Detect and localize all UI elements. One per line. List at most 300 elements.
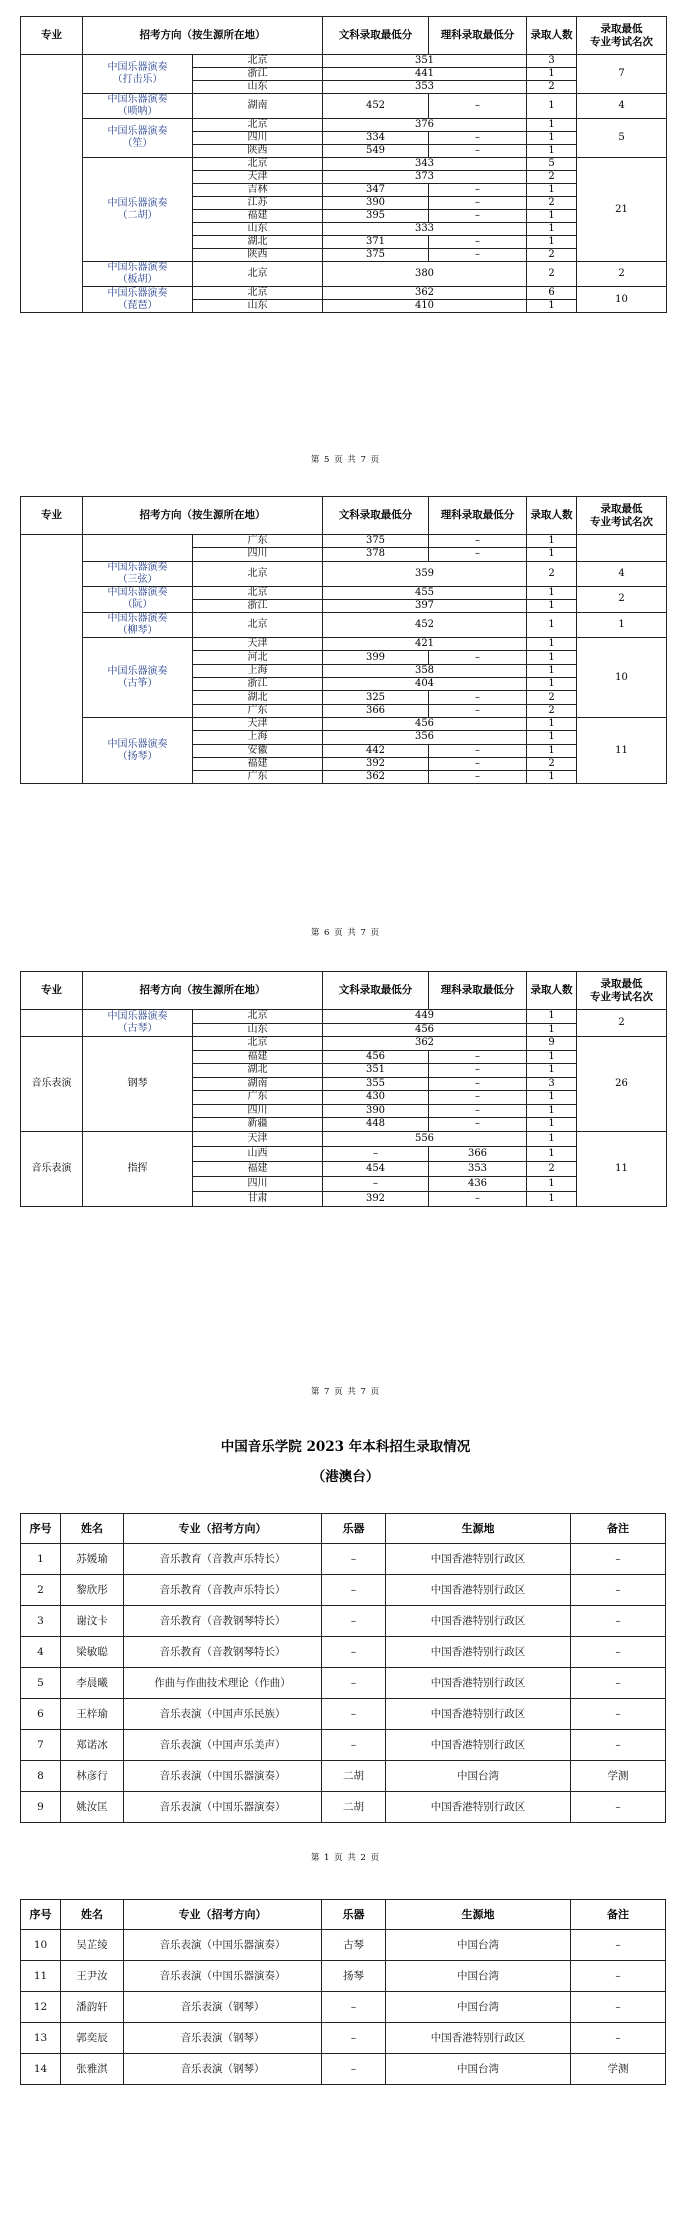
table-row — [21, 586, 667, 599]
hmt-col-header: 生源地 — [386, 1514, 571, 1544]
count-cell: 1 — [527, 651, 577, 664]
name-cell: 梁敏聪 — [61, 1637, 124, 1668]
hmt-col-header: 备注 — [571, 1900, 666, 1930]
merged-score-cell: 373 — [323, 171, 527, 184]
region-cell: 天津 — [193, 1131, 323, 1146]
rank-cell: 4 — [577, 561, 667, 586]
origin-cell: 中国香港特别行政区 — [386, 1792, 571, 1823]
region-cell: 四川 — [193, 1104, 323, 1118]
table-row — [21, 94, 667, 119]
liberal-score-cell: 395 — [323, 210, 429, 223]
liberal-score-cell: 355 — [323, 1077, 429, 1091]
page-6 — [0, 480, 691, 950]
region-cell: 浙江 — [193, 599, 323, 612]
name-cell: 林彦行 — [61, 1761, 124, 1792]
direction-line1: 中国乐器演奏 — [107, 126, 168, 137]
science-score-cell: – — [429, 145, 527, 158]
liberal-score-cell: 392 — [323, 1191, 429, 1206]
remark-cell: – — [571, 1992, 666, 2023]
rank-cell: 2 — [577, 1010, 667, 1037]
table-row — [21, 119, 667, 132]
region-cell: 上海 — [193, 731, 323, 744]
direction-cell: 指挥 — [83, 1131, 193, 1206]
science-score-cell: – — [429, 548, 527, 561]
col-header-liberal-min: 文科录取最低分 — [323, 17, 429, 55]
hmt-col-header: 序号 — [21, 1900, 61, 1930]
page-footer: 第 1 页 共 2 页 — [310, 1853, 381, 1863]
page-footer: 第 7 页 共 7 页 — [310, 1387, 381, 1397]
table-row — [21, 1037, 667, 1051]
origin-cell: 中国台湾 — [386, 1761, 571, 1792]
direction-line2: （板胡） — [117, 274, 158, 285]
table-row — [21, 1992, 666, 2023]
direction-cell — [83, 717, 193, 783]
name-cell: 张雅淇 — [61, 2054, 124, 2085]
direction-line1: 中国乐器演奏 — [107, 94, 168, 105]
major-cell — [21, 535, 83, 784]
direction-cell — [83, 287, 193, 313]
instrument-cell: – — [322, 1637, 386, 1668]
instrument-cell: 古琴 — [322, 1930, 386, 1961]
count-cell: 1 — [527, 535, 577, 548]
name-cell: 郭奕辰 — [61, 2023, 124, 2054]
liberal-score-cell: 549 — [323, 145, 429, 158]
count-cell: 1 — [527, 236, 577, 249]
region-cell: 陕西 — [193, 249, 323, 262]
seq-cell: 13 — [21, 2023, 61, 2054]
liberal-score-cell: 347 — [323, 184, 429, 197]
seq-cell: 6 — [21, 1699, 61, 1730]
count-cell: 1 — [527, 1104, 577, 1118]
region-cell: 北京 — [193, 55, 323, 68]
hmt-col-header: 乐器 — [322, 1900, 386, 1930]
region-cell: 湖北 — [193, 1064, 323, 1078]
table-row — [21, 613, 667, 638]
direction-cell — [83, 561, 193, 586]
hmt-col-header: 专业（招考方向） — [124, 1900, 322, 1930]
hmt-table-page1 — [20, 1513, 666, 1823]
major-cell: 音乐教育（音教声乐特长） — [124, 1575, 322, 1606]
seq-cell: 4 — [21, 1637, 61, 1668]
liberal-score-cell: 390 — [323, 197, 429, 210]
table-row — [21, 1637, 666, 1668]
seq-cell: 9 — [21, 1792, 61, 1823]
merged-score-cell: 333 — [323, 223, 527, 236]
science-score-cell: – — [429, 691, 527, 704]
merged-score-cell: 441 — [323, 68, 527, 81]
liberal-score-cell: 390 — [323, 1104, 429, 1118]
merged-score-cell: 404 — [323, 678, 527, 691]
direction-cell — [83, 1010, 193, 1037]
count-cell: 1 — [527, 548, 577, 561]
major-cell: 音乐表演（中国乐器演奏） — [124, 1930, 322, 1961]
merged-score-cell: 556 — [323, 1131, 527, 1146]
count-cell: 1 — [527, 1010, 577, 1024]
direction-line2: （扬琴） — [117, 750, 158, 762]
table-row — [21, 1699, 666, 1730]
hmt-page-2 — [0, 1875, 691, 2214]
name-cell: 吴芷绫 — [61, 1930, 124, 1961]
science-score-cell: – — [429, 704, 527, 717]
region-cell: 福建 — [193, 1050, 323, 1064]
merged-score-cell: 449 — [323, 1010, 527, 1024]
count-cell: 1 — [527, 678, 577, 691]
seq-cell: 1 — [21, 1544, 61, 1575]
region-cell: 湖北 — [193, 691, 323, 704]
count-cell: 1 — [527, 664, 577, 677]
count-cell: 2 — [527, 561, 577, 586]
count-cell: 1 — [527, 731, 577, 744]
liberal-score-cell: 430 — [323, 1091, 429, 1105]
seq-cell: 5 — [21, 1668, 61, 1699]
remark-cell: – — [571, 2023, 666, 2054]
count-cell: 1 — [527, 1191, 577, 1206]
region-cell: 北京 — [193, 287, 323, 300]
direction-cell — [83, 55, 193, 94]
major-cell: 音乐教育（音教声乐特长） — [124, 1544, 322, 1575]
col-header-liberal-min: 文科录取最低分 — [323, 972, 429, 1010]
major-cell: 音乐表演（中国乐器演奏） — [124, 1792, 322, 1823]
rank-cell: 7 — [577, 55, 667, 94]
direction-line2: （琵琶） — [117, 299, 158, 311]
count-cell: 1 — [527, 744, 577, 757]
origin-cell: 中国香港特别行政区 — [386, 1606, 571, 1637]
direction-cell — [83, 119, 193, 158]
major-cell: 音乐表演（钢琴） — [124, 2054, 322, 2085]
region-cell: 上海 — [193, 664, 323, 677]
direction-line1: 中国乐器演奏 — [107, 197, 168, 209]
seq-cell: 8 — [21, 1761, 61, 1792]
document-title: 中国音乐学院 2023 年本科招生录取情况 — [220, 1439, 471, 1455]
region-cell: 湖南 — [193, 1077, 323, 1091]
origin-cell: 中国香港特别行政区 — [386, 1637, 571, 1668]
count-cell: 1 — [527, 300, 577, 313]
hmt-col-header: 乐器 — [322, 1514, 386, 1544]
col-header-science-min: 理科录取最低分 — [429, 972, 527, 1010]
count-cell: 6 — [527, 287, 577, 300]
rank-cell: 1 — [577, 613, 667, 638]
table-row — [21, 1961, 666, 1992]
origin-cell: 中国台湾 — [386, 1961, 571, 1992]
remark-cell: 学测 — [571, 1761, 666, 1792]
col-header-count: 录取人数 — [527, 497, 577, 535]
merged-score-cell: 456 — [323, 717, 527, 730]
merged-score-cell: 343 — [323, 158, 527, 171]
direction-line2: （古筝） — [117, 677, 158, 689]
instrument-cell: – — [322, 2023, 386, 2054]
merged-score-cell: 356 — [323, 731, 527, 744]
science-score-cell: 353 — [429, 1161, 527, 1176]
region-cell: 山东 — [193, 1023, 323, 1037]
seq-cell: 2 — [21, 1575, 61, 1606]
direction-line2: （古琴） — [117, 1023, 158, 1034]
count-cell: 1 — [527, 771, 577, 784]
col-header-rank — [577, 497, 667, 535]
col-header-major: 专业 — [21, 497, 83, 535]
region-cell: 甘肃 — [193, 1191, 323, 1206]
region-cell: 陕西 — [193, 145, 323, 158]
count-cell: 1 — [527, 1023, 577, 1037]
liberal-score-cell: 334 — [323, 132, 429, 145]
liberal-score-cell: – — [323, 1176, 429, 1191]
region-cell: 新疆 — [193, 1118, 323, 1132]
instrument-cell: – — [322, 1606, 386, 1637]
region-cell: 广东 — [193, 771, 323, 784]
liberal-score-cell: 399 — [323, 651, 429, 664]
direction-cell: 钢琴 — [83, 1037, 193, 1132]
table-row — [21, 717, 667, 730]
region-cell: 四川 — [193, 132, 323, 145]
merged-score-cell: 376 — [323, 119, 527, 132]
science-score-cell: 436 — [429, 1176, 527, 1191]
merged-score-cell: 358 — [323, 664, 527, 677]
col-header-liberal-min: 文科录取最低分 — [323, 497, 429, 535]
major-cell: 音乐表演（中国乐器演奏） — [124, 1961, 322, 1992]
rank-header-line2: 专业考试名次 — [590, 515, 653, 528]
table-row — [21, 158, 667, 171]
region-cell: 福建 — [193, 210, 323, 223]
rank-cell: 2 — [577, 262, 667, 287]
col-header-count: 录取人数 — [527, 17, 577, 55]
name-cell: 苏媛瑜 — [61, 1544, 124, 1575]
direction-line2: （笙） — [122, 138, 153, 149]
direction-line1: 中国乐器演奏 — [107, 738, 168, 750]
page-footer: 第 6 页 共 7 页 — [310, 928, 381, 938]
region-cell: 北京 — [193, 1010, 323, 1024]
rank-header-line1: 录取最低 — [600, 977, 643, 990]
origin-cell: 中国香港特别行政区 — [386, 1575, 571, 1606]
merged-score-cell: 353 — [323, 81, 527, 94]
major-cell: 音乐表演（中国乐器演奏） — [124, 1761, 322, 1792]
remark-cell: – — [571, 1606, 666, 1637]
page-footer: 第 5 页 共 7 页 — [310, 455, 381, 465]
origin-cell: 中国台湾 — [386, 1930, 571, 1961]
instrument-cell: 二胡 — [322, 1792, 386, 1823]
count-cell: 1 — [527, 1064, 577, 1078]
region-cell: 四川 — [193, 1176, 323, 1191]
hmt-page-1 — [0, 1415, 691, 1875]
admission-table-page5 — [20, 16, 667, 313]
rank-header-line2: 专业考试名次 — [590, 35, 653, 48]
science-score-cell: – — [429, 210, 527, 223]
merged-score-cell: 362 — [323, 1037, 527, 1051]
major-cell — [21, 1010, 83, 1037]
name-cell: 潘韵轩 — [61, 1992, 124, 2023]
col-header-science-min: 理科录取最低分 — [429, 497, 527, 535]
name-cell: 谢汶卡 — [61, 1606, 124, 1637]
liberal-score-cell: 456 — [323, 1050, 429, 1064]
document-subtitle: （港澳台） — [311, 1469, 380, 1485]
origin-cell: 中国香港特别行政区 — [386, 1544, 571, 1575]
count-cell: 1 — [527, 1118, 577, 1132]
science-score-cell: – — [429, 1104, 527, 1118]
rank-cell: 11 — [577, 717, 667, 783]
count-cell: 1 — [527, 717, 577, 730]
instrument-cell: – — [322, 1668, 386, 1699]
rank-cell: 21 — [577, 158, 667, 262]
table-row — [21, 1761, 666, 1792]
science-score-cell: – — [429, 1050, 527, 1064]
region-cell: 北京 — [193, 586, 323, 599]
direction-line2: （打击乐） — [112, 74, 163, 85]
count-cell: 2 — [527, 171, 577, 184]
origin-cell: 中国香港特别行政区 — [386, 1699, 571, 1730]
table-row — [21, 561, 667, 586]
remark-cell: – — [571, 1575, 666, 1606]
direction-line1: 中国乐器演奏 — [107, 587, 168, 599]
table-row — [21, 535, 667, 548]
count-cell: 1 — [527, 119, 577, 132]
science-score-cell: – — [429, 1091, 527, 1105]
liberal-score-cell: 442 — [323, 744, 429, 757]
hmt-col-header: 生源地 — [386, 1900, 571, 1930]
count-cell: 1 — [527, 1131, 577, 1146]
count-cell: 2 — [527, 691, 577, 704]
merged-score-cell: 397 — [323, 599, 527, 612]
science-score-cell: – — [429, 1064, 527, 1078]
region-cell: 山东 — [193, 300, 323, 313]
region-cell: 湖南 — [193, 94, 323, 119]
col-header-rank — [577, 972, 667, 1010]
direction-line2: （阮） — [122, 599, 153, 611]
rank-cell: 5 — [577, 119, 667, 158]
region-cell: 安徽 — [193, 744, 323, 757]
name-cell: 王梓瑜 — [61, 1699, 124, 1730]
count-cell: 1 — [527, 613, 577, 638]
table-row — [21, 55, 667, 68]
count-cell: 1 — [527, 1091, 577, 1105]
major-cell: 音乐表演（中国声乐美声） — [124, 1730, 322, 1761]
hmt-col-header: 姓名 — [61, 1514, 124, 1544]
seq-cell: 7 — [21, 1730, 61, 1761]
count-cell: 2 — [527, 704, 577, 717]
region-cell: 河北 — [193, 651, 323, 664]
science-score-cell: – — [429, 1077, 527, 1091]
major-cell: 作曲与作曲技术理论（作曲） — [124, 1668, 322, 1699]
count-cell: 1 — [527, 586, 577, 599]
direction-cell — [83, 535, 193, 562]
science-score-cell: – — [429, 184, 527, 197]
liberal-score-cell: 448 — [323, 1118, 429, 1132]
col-header-science-min: 理科录取最低分 — [429, 17, 527, 55]
science-score-cell: – — [429, 771, 527, 784]
direction-line2: （唢呐） — [117, 106, 158, 117]
count-cell: 1 — [527, 184, 577, 197]
region-cell: 广东 — [193, 535, 323, 548]
remark-cell: – — [571, 1544, 666, 1575]
direction-line1: 中国乐器演奏 — [107, 262, 168, 273]
liberal-score-cell: 392 — [323, 757, 429, 770]
count-cell: 1 — [527, 94, 577, 119]
hmt-col-header: 专业（招考方向） — [124, 1514, 322, 1544]
merged-score-cell: 359 — [323, 561, 527, 586]
region-cell: 山西 — [193, 1146, 323, 1161]
name-cell: 黎欣彤 — [61, 1575, 124, 1606]
direction-line1: 中国乐器演奏 — [107, 613, 168, 625]
hmt-col-header: 姓名 — [61, 1900, 124, 1930]
count-cell: 1 — [527, 638, 577, 651]
merged-score-cell: 362 — [323, 287, 527, 300]
direction-line2: （二胡） — [117, 209, 158, 221]
table-row — [21, 287, 667, 300]
science-score-cell: – — [429, 744, 527, 757]
region-cell: 四川 — [193, 548, 323, 561]
name-cell: 郑诺冰 — [61, 1730, 124, 1761]
col-header-direction: 招考方向（按生源所在地） — [83, 972, 323, 1010]
table-row — [21, 1544, 666, 1575]
origin-cell: 中国台湾 — [386, 1992, 571, 2023]
rank-header-line2: 专业考试名次 — [590, 990, 653, 1003]
liberal-score-cell: 454 — [323, 1161, 429, 1176]
seq-cell: 3 — [21, 1606, 61, 1637]
region-cell: 北京 — [193, 158, 323, 171]
count-cell: 1 — [527, 210, 577, 223]
table-row — [21, 1575, 666, 1606]
rank-cell: 4 — [577, 94, 667, 119]
col-header-direction: 招考方向（按生源所在地） — [83, 17, 323, 55]
merged-score-cell: 380 — [323, 262, 527, 287]
region-cell: 浙江 — [193, 68, 323, 81]
science-score-cell: 366 — [429, 1146, 527, 1161]
science-score-cell: – — [429, 132, 527, 145]
liberal-score-cell: 325 — [323, 691, 429, 704]
hmt-col-header: 序号 — [21, 1514, 61, 1544]
count-cell: 5 — [527, 158, 577, 171]
remark-cell: – — [571, 1792, 666, 1823]
direction-line1: 中国乐器演奏 — [107, 62, 168, 73]
col-header-major: 专业 — [21, 17, 83, 55]
region-cell: 福建 — [193, 757, 323, 770]
liberal-score-cell: 375 — [323, 535, 429, 548]
col-header-count: 录取人数 — [527, 972, 577, 1010]
remark-cell: – — [571, 1730, 666, 1761]
count-cell: 9 — [527, 1037, 577, 1051]
page-7 — [0, 955, 691, 1405]
count-cell: 2 — [527, 249, 577, 262]
instrument-cell: – — [322, 1992, 386, 2023]
admission-table-page6 — [20, 496, 667, 784]
region-cell: 天津 — [193, 171, 323, 184]
direction-cell — [83, 613, 193, 638]
major-cell: 音乐表演（钢琴） — [124, 2023, 322, 2054]
instrument-cell: – — [322, 1730, 386, 1761]
count-cell: 1 — [527, 68, 577, 81]
count-cell: 1 — [527, 145, 577, 158]
liberal-score-cell: 375 — [323, 249, 429, 262]
major-cell: 音乐表演（钢琴） — [124, 1992, 322, 2023]
direction-cell — [83, 262, 193, 287]
region-cell: 浙江 — [193, 678, 323, 691]
liberal-score-cell: 452 — [323, 94, 429, 119]
table-row — [21, 2054, 666, 2085]
table-row — [21, 638, 667, 651]
table-row — [21, 262, 667, 287]
science-score-cell: – — [429, 757, 527, 770]
merged-score-cell: 452 — [323, 613, 527, 638]
merged-score-cell: 455 — [323, 586, 527, 599]
count-cell: 1 — [527, 1146, 577, 1161]
count-cell: 2 — [527, 1161, 577, 1176]
direction-line1: 中国乐器演奏 — [107, 561, 168, 573]
major-cell: 音乐教育（音教钢琴特长） — [124, 1637, 322, 1668]
direction-line1: 中国乐器演奏 — [107, 665, 168, 677]
region-cell: 湖北 — [193, 236, 323, 249]
count-cell: 1 — [527, 1050, 577, 1064]
table-row — [21, 1792, 666, 1823]
instrument-cell: – — [322, 1544, 386, 1575]
region-cell: 天津 — [193, 638, 323, 651]
count-cell: 2 — [527, 81, 577, 94]
